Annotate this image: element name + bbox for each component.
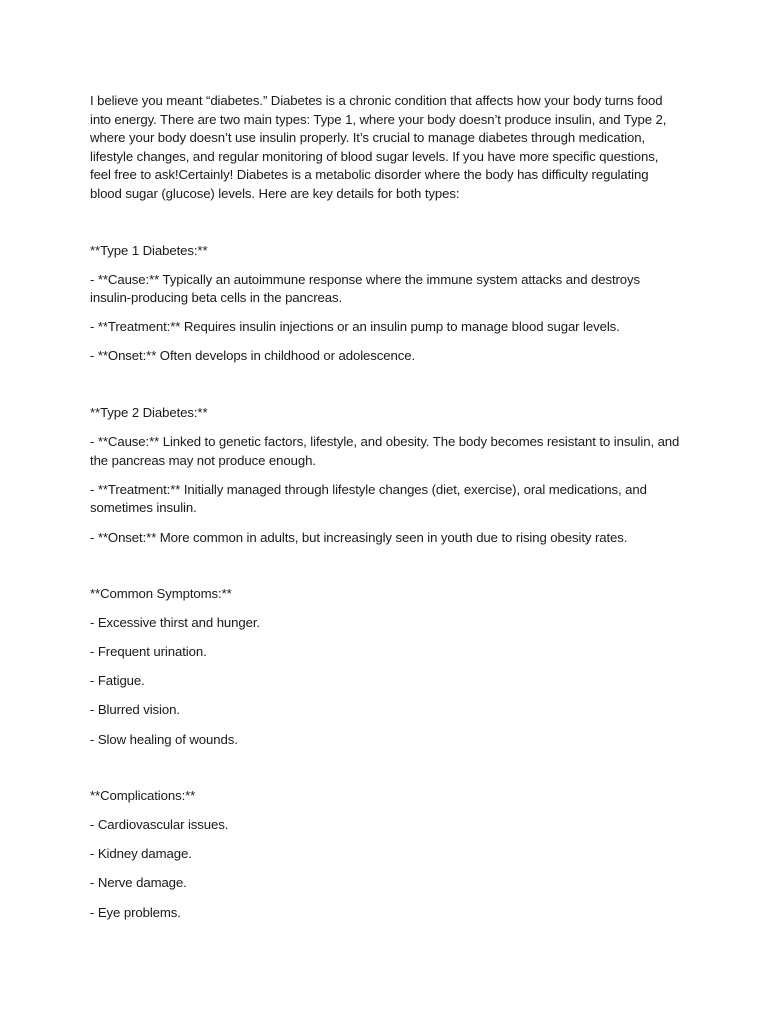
type1-treatment: - **Treatment:** Requires insulin injections or an insulin pump to manage blood sugar levels. xyxy=(90,319,620,335)
type1-cause: - **Cause:** Typically an autoimmune response where the immune system attacks and destroys insulin-producing beta cells in the pancreas. xyxy=(90,271,641,306)
complication-item: - Nerve damage. xyxy=(90,875,187,891)
symptom-item: - Frequent urination. xyxy=(90,644,207,660)
symptom-item: - Excessive thirst and hunger. xyxy=(90,615,260,631)
type2-onset: - **Onset:** More common in adults, but increasingly seen in youth due to rising obesity rates. xyxy=(90,529,628,545)
type2-cause: - **Cause:** Linked to genetic factors, lifestyle, and obesity. The body becomes resistant to insulin, and the pancreas may not produce enough. xyxy=(90,434,680,468)
symptoms-heading: **Common Symptoms:** xyxy=(90,586,232,602)
complication-item: - Kidney damage. xyxy=(90,846,192,862)
type2-heading: **Type 2 Diabetes:** xyxy=(90,405,208,421)
type1-heading: **Type 1 Diabetes:** xyxy=(90,242,208,258)
document-page xyxy=(90,92,680,922)
symptom-item: - Fatigue. xyxy=(90,673,145,689)
type1-onset: - **Onset:** Often develops in childhood or adolescence. xyxy=(90,348,416,364)
type2-treatment: - **Treatment:** Initially managed through lifestyle changes (diet, exercise), oral medications, and sometimes insulin. xyxy=(90,481,647,516)
symptom-item: - Slow healing of wounds. xyxy=(90,731,238,747)
intro-paragraph: I believe you meant “diabetes.” Diabetes is a chronic condition that affects how your body turns food into energy. There are two main types: Type 1, where your body doesn’t produce insulin, and Type 2, where your body doesn’t use insulin properly. It’s crucial to manage diabetes through medication, lifestyle changes, and regular monitoring of blood sugar levels. If you have more specific questions, feel free to ask!Certainly! Diabetes is a metabolic disorder where the body has difficulty regulating blood sugar (glucose) levels. Here are key details for both types: xyxy=(90,93,667,201)
complication-item: - Eye problems. xyxy=(90,904,181,920)
complications-heading: **Complications:** xyxy=(90,788,196,804)
symptom-item: - Blurred vision. xyxy=(90,702,180,718)
complication-item: - Cardiovascular issues. xyxy=(90,817,229,833)
